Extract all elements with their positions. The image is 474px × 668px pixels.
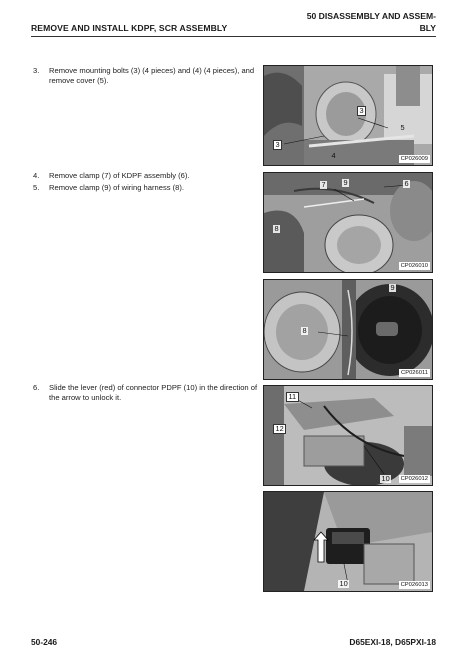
step-text: Remove clamp (7) of KDPF assembly (6). [49,171,190,180]
figure-connector-lever [263,491,433,592]
model-names: D65EXI-18, D65PXI-18 [349,637,436,647]
engine-photo [264,280,432,379]
figure-code: CP026013 [400,581,428,588]
engine-photo [264,492,432,591]
step-number: 3. [33,66,40,75]
figure-code: CP026011 [401,369,428,376]
chapter-title-line1: 50 DISASSEMBLY AND ASSEM- [306,11,436,21]
figure-harness-clamp [263,279,433,380]
callout-9: 9 [390,283,395,292]
callout-11: 11 [286,392,299,402]
callout-7: 7 [321,180,326,189]
callout-8: 8 [302,326,307,335]
step-text: Remove clamp (9) of wiring harness (8). [49,183,185,192]
figure-code: CP026010 [400,262,428,269]
step-text: Slide the lever (red) of connector PDPF (10) in the direction of the arrow to unlock it. [49,383,258,402]
engine-photo [264,66,432,165]
figure-cover-bolts [263,65,433,166]
step-number: 4. [33,171,40,180]
step-number: 5. [33,183,40,192]
callout-4: 4 [331,151,336,160]
callout-5: 5 [400,123,405,132]
callout-9: 9 [343,178,348,187]
figure-code: CP026012 [400,475,428,482]
section-title: REMOVE AND INSTALL KDPF, SCR ASSEMBLY [31,23,228,33]
chapter-title [276,11,436,34]
step-number: 6. [33,383,40,392]
callout-6: 6 [404,179,409,188]
page-number: 50-246 [31,637,58,647]
step-text: Remove mounting bolts (3) (4 pieces) and (4) (4 pieces), and remove cover (5). [49,66,255,85]
chapter-title-line2: BLY [419,22,436,33]
callout-12: 12 [273,424,286,434]
figure-code: CP026009 [400,155,428,162]
header-rule [31,36,436,37]
callout-10: 10 [339,579,348,588]
figure-connector-pdpf [263,385,433,486]
figure-kdpf-clamp [263,172,433,273]
callout-3b: 3 [273,140,282,150]
callout-10: 10 [381,474,390,483]
callout-8: 8 [274,224,279,233]
callout-3: 3 [357,106,366,116]
